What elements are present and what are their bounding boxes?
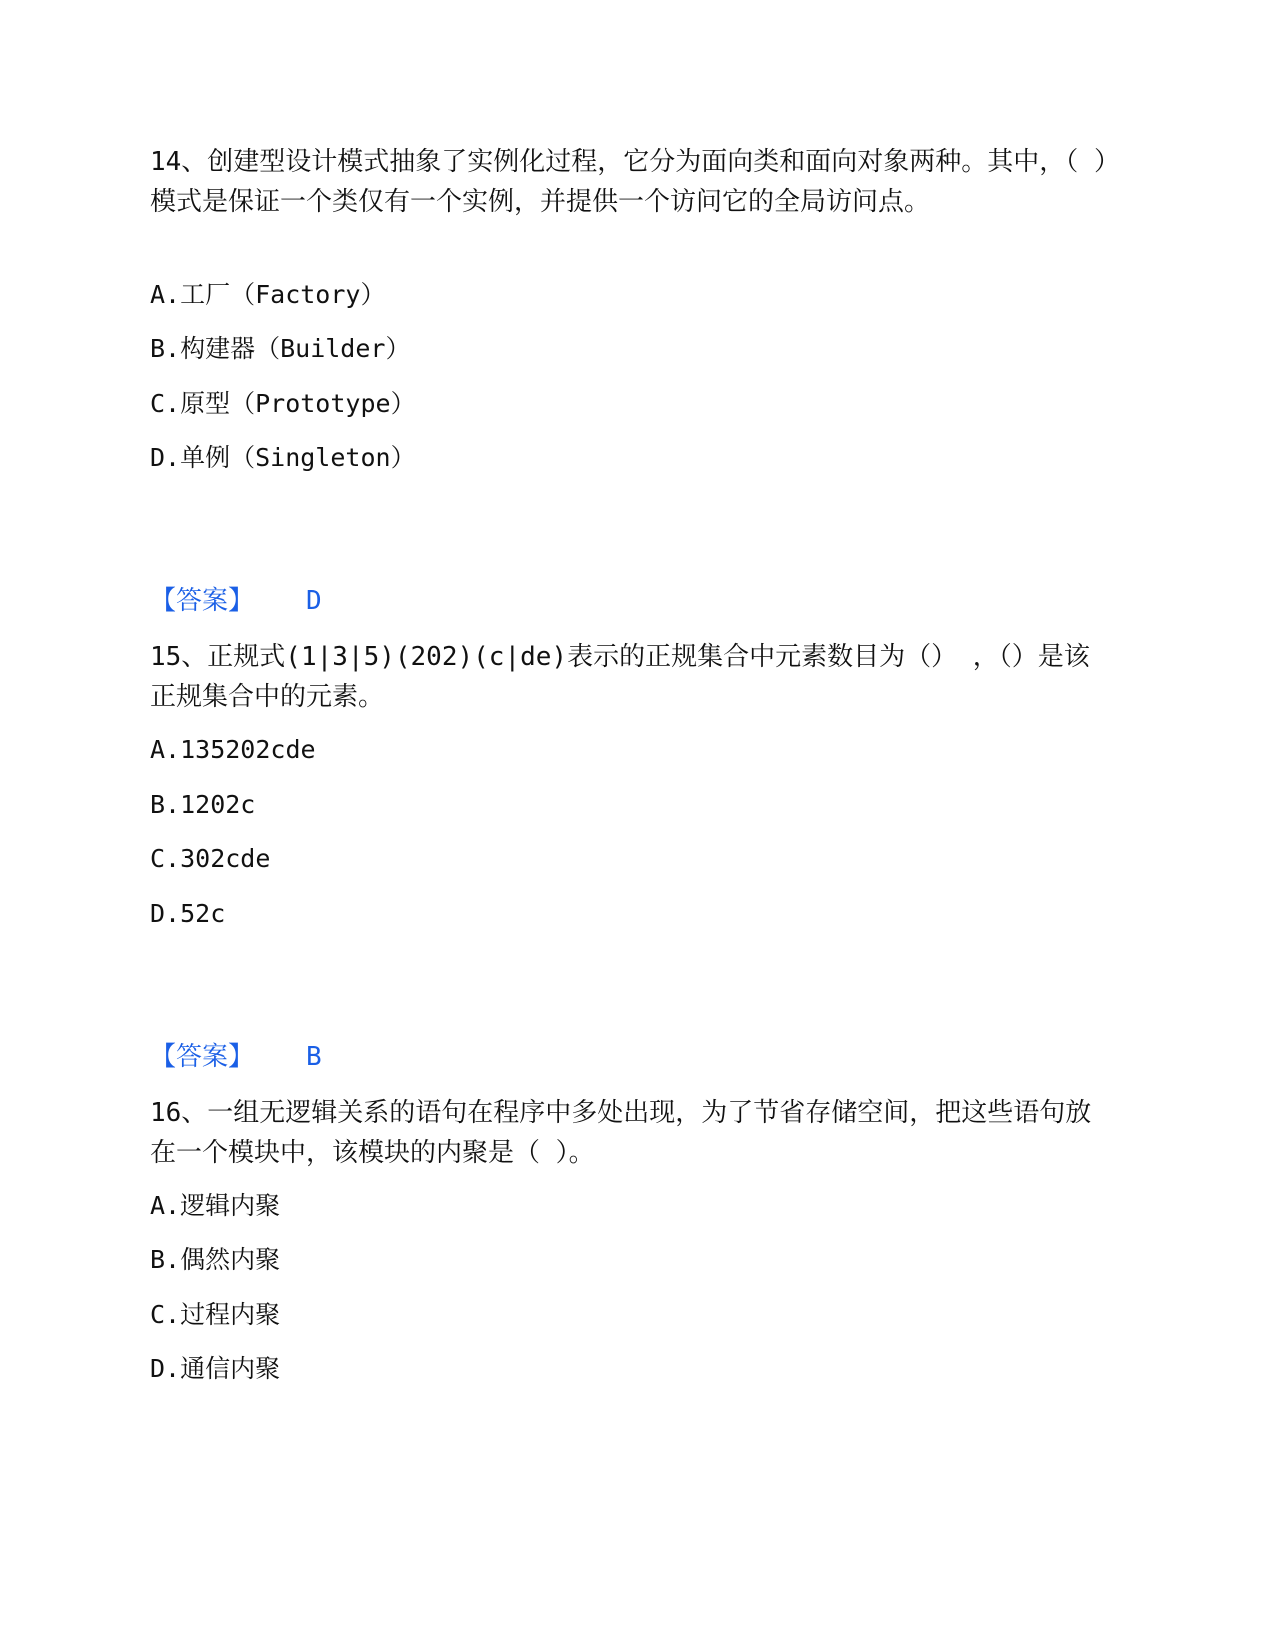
option-d: D.52c [150, 899, 226, 928]
question-stem: 14、创建型设计模式抽象了实例化过程，它分为面向类和面向对象两种。其中，（ ）模式是保证一个类仅有一个实例，并提供一个访问它的全局访问点。 [150, 147, 1107, 217]
option-a: A.逻辑内聚 [150, 1191, 281, 1220]
answer-line [150, 584, 322, 618]
question-stem: 15、正规式(1|3|5)(202)(c|de)表示的正规集合中元素数目为（） ，（）是该正规集合中的元素。 [150, 642, 1090, 712]
option-b: B.1202c [150, 790, 256, 819]
option-d: D.单例（Singleton） [150, 443, 416, 472]
question-14 [150, 142, 1110, 222]
option-a: A.135202cde [150, 735, 316, 764]
option-a: A.工厂（Factory） [150, 280, 386, 309]
question-stem: 16、一组无逻辑关系的语句在程序中多处出现，为了节省存储空间，把这些语句放在一个模块中，该模块的内聚是（ ）。 [150, 1098, 1092, 1168]
answer-label: 【答案】 [150, 1042, 255, 1072]
answer-label: 【答案】 [150, 586, 255, 616]
option-b: B.偶然内聚 [150, 1245, 281, 1274]
option-b: B.构建器（Builder） [150, 334, 411, 363]
answer-line [150, 1040, 322, 1074]
question-15 [150, 637, 1110, 717]
question-16 [150, 1093, 1110, 1173]
option-c: C.302cde [150, 844, 271, 873]
option-c: C.过程内聚 [150, 1300, 281, 1329]
answer-value: B [306, 1042, 322, 1072]
option-d: D.通信内聚 [150, 1354, 281, 1383]
option-c: C.原型（Prototype） [150, 389, 416, 418]
answer-value: D [306, 586, 322, 616]
